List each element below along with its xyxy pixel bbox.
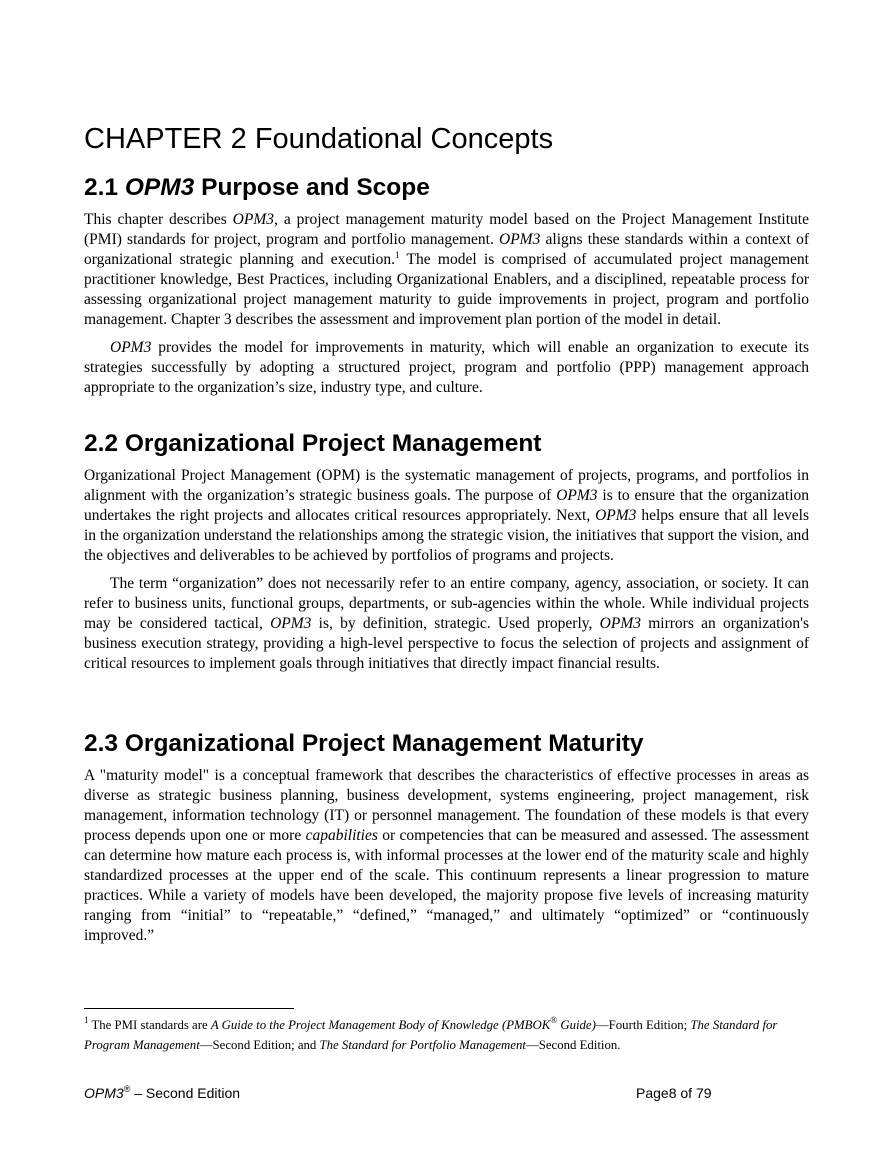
section-2-3-heading: 2.3 Organizational Project Management Maturity: [84, 730, 644, 757]
footnote: [84, 1015, 809, 1055]
text-run: The PMI standards are: [88, 1018, 211, 1032]
section-2-2: [84, 429, 809, 674]
paragraph-2-2-a: [84, 466, 809, 566]
italic-run: A Guide to the Project Management Body of Knowledge (PMBOK: [210, 1018, 551, 1032]
section-2-3: [84, 729, 809, 946]
section-2-1-heading-rest: Purpose and Scope: [194, 174, 430, 201]
text-run: , a project management maturity model based on the Project Management Institute (PMI) standards for project, program and portfolio management.: [84, 211, 809, 248]
section-2-1-number: 2.1: [84, 174, 125, 201]
chapter-title: CHAPTER 2 Foundational Concepts: [84, 123, 554, 155]
italic-run: OPM3: [232, 211, 274, 228]
text-run: helps ensure that all levels in the organization understand the relationships among the strategic vision, the initiatives that support the vision, and the objectives and deliverables to be achieved by portfolios of programs and projects.: [84, 507, 809, 564]
text-run: mirrors an organization's business execution strategy, providing a high-level perspective to focus the selection of projects and assignment of critical resources to implement goals through initiatives that directly impact financial results.: [84, 615, 810, 672]
text-run: Organizational Project Management (OPM) is the systematic management of projects, programs, and portfolios in alignment with the organization’s strategic business goals. The purpose of: [84, 467, 809, 504]
footnote-divider: [84, 1008, 294, 1009]
italic-run: capabilities: [305, 827, 378, 844]
text-run: The model is comprised of accumulated project management practitioner knowledge, Best Practices, including Organizational Enablers, and a disciplined, repeatable process for assessing organizational project management maturity to guide improvements in project, program and portfolio management. Chapter 3 describes the assessment and improvement plan portion of the model in detail.: [84, 251, 809, 328]
italic-run: OPM3: [110, 339, 152, 356]
text-run: aligns these standards within a context of organizational strategic planning and execution.: [84, 231, 809, 268]
footer-document-title: [84, 1084, 240, 1102]
paragraph-2-1-b: [84, 338, 809, 398]
paragraph-2-2-b: [84, 574, 809, 674]
footer-edition: – Second Edition: [130, 1085, 241, 1101]
text-run: is, by definition, strategic. Used properly,: [311, 615, 600, 632]
text-run: This chapter describes: [84, 211, 233, 228]
italic-run: The Standard for Portfolio Management: [319, 1038, 526, 1052]
footnote-number: 1: [84, 1015, 89, 1025]
text-run: or competencies that can be measured and assessed. The assessment can determine how mature each process is, with informal processes at the lower end of the maturity scale and highly standardized processes at the upper end of the scale. This continuum represents a linear progression to mature practices. While a variety of models have been developed, the majority propose five levels of increasing maturity ranging from “initial” to “repeatable,” “defined,” “managed,” and ultimately “optimized” or “continuously improved.”: [84, 827, 809, 944]
paragraph-2-3-a: [84, 766, 809, 946]
text-run: is to ensure that the organization undertakes the right projects and allocates critical resources appropriately. Next,: [84, 487, 810, 524]
italic-run: OPM3: [499, 231, 541, 248]
registered-mark: ®: [123, 1084, 131, 1094]
footer-title: OPM3: [84, 1085, 124, 1101]
italic-run: OPM3: [556, 487, 598, 504]
text-run: —Second Edition; and: [199, 1038, 320, 1052]
section-2-1-heading: [84, 173, 809, 203]
paragraph-2-1-a: [84, 210, 809, 330]
section-2-1: [84, 173, 809, 398]
section-2-1-heading-italic: OPM3: [124, 174, 195, 201]
text-run: The term “organization” does not necessarily refer to an entire company, agency, association, or society. It can refer to business units, functional groups, departments, or sub-agencies within the whole. While individual projects may be considered tactical,: [84, 575, 809, 632]
section-2-2-heading: 2.2 Organizational Project Management: [84, 430, 542, 457]
italic-run: OPM3: [270, 615, 312, 632]
italic-run: The Standard for Program Management: [84, 1018, 778, 1052]
text-run: A "maturity model" is a conceptual framework that describes the characteristics of effective processes in areas as diverse as strategic business planning, business development, systems engineering, project management, risk management, information technology (IT) or personnel management. The foundation of these models is that every process depends upon one or more: [84, 767, 809, 844]
text-run: —Second Edition.: [525, 1038, 621, 1052]
italic-run: OPM3: [595, 507, 637, 524]
text-run: —Fourth Edition;: [595, 1018, 691, 1032]
text-run: provides the model for improvements in maturity, which will enable an organization to execute its strategies successfully by adopting a structured project, program and portfolio (PPP) management approach appropriate to the organization’s size, industry type, and culture.: [84, 339, 809, 396]
registered-mark: ®: [550, 1015, 558, 1025]
italic-run: OPM3: [599, 615, 641, 632]
page-number: Page8 of 79: [636, 1085, 712, 1101]
italic-run: Guide): [557, 1018, 596, 1032]
footnote-marker: 1: [394, 250, 400, 260]
